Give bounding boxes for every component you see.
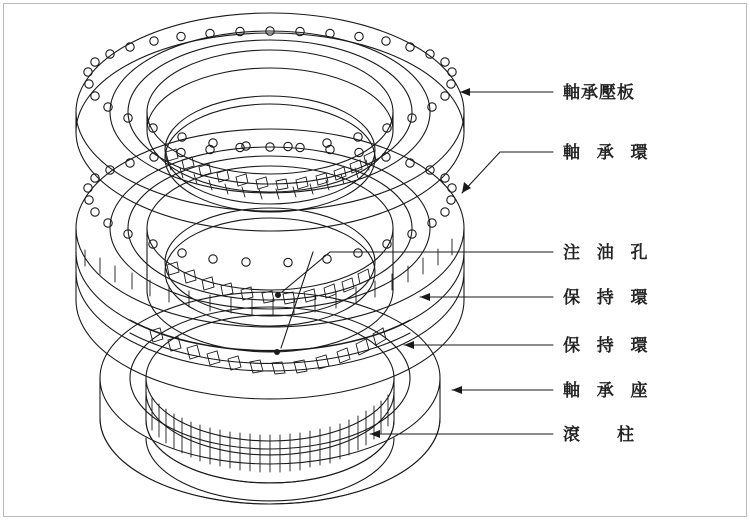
label-bearing-seat: 軸 承 座	[563, 381, 654, 400]
bearing-ring-group	[76, 129, 464, 399]
leader-bearing-ring	[462, 152, 553, 193]
top-plate-bolt-holes	[84, 27, 456, 151]
label-bearing-ring: 軸 承 環	[563, 143, 654, 162]
leader-lines	[281, 88, 553, 438]
label-retainer-ring-upper: 保 持 環	[563, 288, 654, 307]
bearing-seat-group	[100, 292, 440, 504]
top-pressure-plate-group	[76, 13, 464, 231]
label-bearing-pressure-plate: 軸承壓板	[563, 83, 635, 102]
retainer-ring-upper-detail	[165, 208, 375, 326]
label-roller: 滾 柱	[563, 425, 644, 444]
label-retainer-ring-lower: 保 持 環	[563, 336, 654, 355]
oil-hole-dot-upper	[275, 292, 281, 298]
roller-elements	[152, 395, 388, 472]
top-plate-cage-band	[165, 96, 376, 212]
label-oil-injection-hole: 注 油 孔	[563, 243, 654, 262]
